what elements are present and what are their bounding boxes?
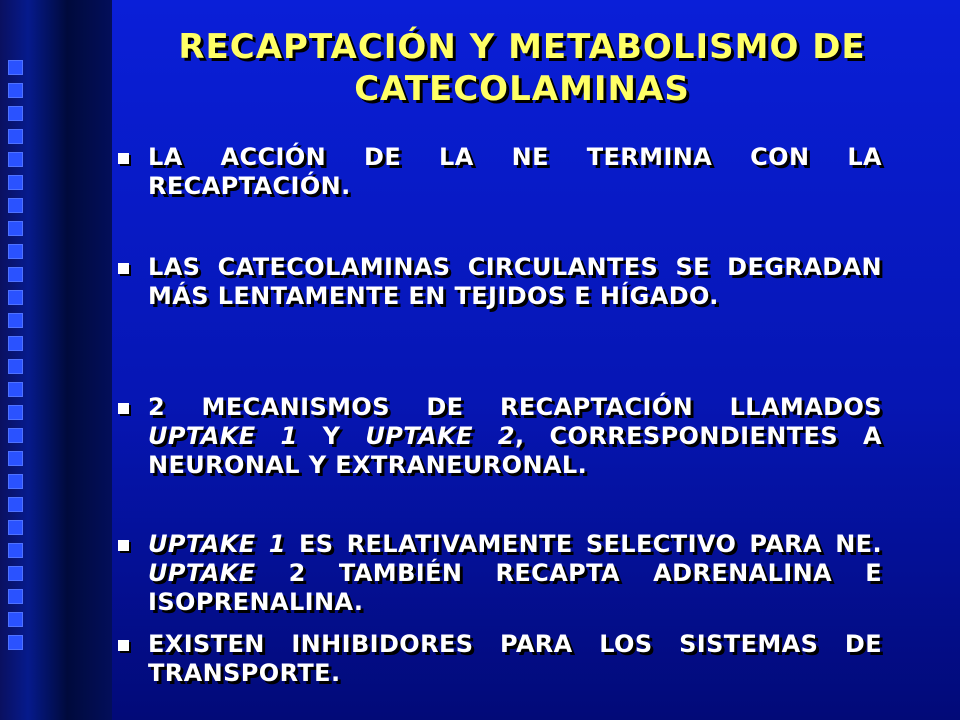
decorative-square	[8, 612, 23, 627]
decorative-square	[8, 60, 23, 75]
decorative-square	[8, 520, 23, 535]
bullet-text-run: ES RELATIVAMENTE SELECTIVO PARA NE.	[285, 530, 882, 558]
decorative-square	[8, 635, 23, 650]
decorative-square	[8, 382, 23, 397]
decorative-square	[8, 267, 23, 282]
decorative-square	[8, 566, 23, 581]
bullet-text-run: LAS CATECOLAMINAS CIRCULANTES SE DEGRADAN MÁS LENTAMENTE EN TEJIDOS E HÍGADO.	[148, 253, 882, 310]
bullet-italic-run: UPTAKE	[148, 559, 256, 587]
bullet-text-run: 2 MECANISMOS DE RECAPTACIÓN LLAMADOS	[148, 393, 882, 421]
decorative-square-column	[8, 60, 30, 660]
decorative-square	[8, 474, 23, 489]
decorative-square	[8, 405, 23, 420]
left-decorative-strip	[0, 0, 112, 720]
decorative-square	[8, 313, 23, 328]
decorative-square	[8, 589, 23, 604]
decorative-square	[8, 290, 23, 305]
slide-title-line-2: CATECOLAMINAS	[354, 69, 690, 109]
bullet-text-5	[148, 630, 882, 688]
bullet-text-run: , CORRESPONDIENTES A NEURONAL Y EXTRANEURONAL.	[148, 422, 882, 479]
bullet-text-3	[148, 393, 882, 480]
decorative-square	[8, 428, 23, 443]
slide-title-line-1: RECAPTACIÓN Y METABOLISMO DE	[178, 27, 866, 67]
bullet-text-2	[148, 253, 882, 311]
decorative-square	[8, 175, 23, 190]
bullet-italic-run: UPTAKE 2	[365, 422, 516, 450]
bullet-text-run: Y	[297, 422, 366, 450]
slide-title	[112, 26, 932, 110]
decorative-square	[8, 83, 23, 98]
bullet-text-4	[148, 530, 882, 617]
decorative-square	[8, 152, 23, 167]
decorative-square	[8, 198, 23, 213]
square-bullet-icon	[118, 263, 129, 274]
bullet-italic-run: UPTAKE 1	[148, 530, 286, 558]
decorative-square	[8, 451, 23, 466]
slide	[112, 0, 960, 720]
decorative-square	[8, 221, 23, 236]
square-bullet-icon	[118, 540, 129, 551]
bullet-text-run: 2 TAMBIÉN RECAPTA ADRENALINA E ISOPRENALINA.	[148, 559, 882, 616]
square-bullet-icon	[118, 153, 129, 164]
decorative-square	[8, 244, 23, 259]
square-bullet-icon	[118, 640, 129, 651]
decorative-square	[8, 336, 23, 351]
bullet-italic-run: UPTAKE 1	[148, 422, 298, 450]
bullet-text-1	[148, 143, 882, 201]
decorative-square	[8, 129, 23, 144]
decorative-square	[8, 359, 23, 374]
decorative-square	[8, 497, 23, 512]
bullet-text-run: EXISTEN INHIBIDORES PARA LOS SISTEMAS DE TRANSPORTE.	[148, 630, 882, 687]
decorative-square	[8, 543, 23, 558]
square-bullet-icon	[118, 403, 129, 414]
bullet-text-run: LA ACCIÓN DE LA NE TERMINA CON LA RECAPTACIÓN.	[148, 143, 882, 200]
decorative-square	[8, 106, 23, 121]
